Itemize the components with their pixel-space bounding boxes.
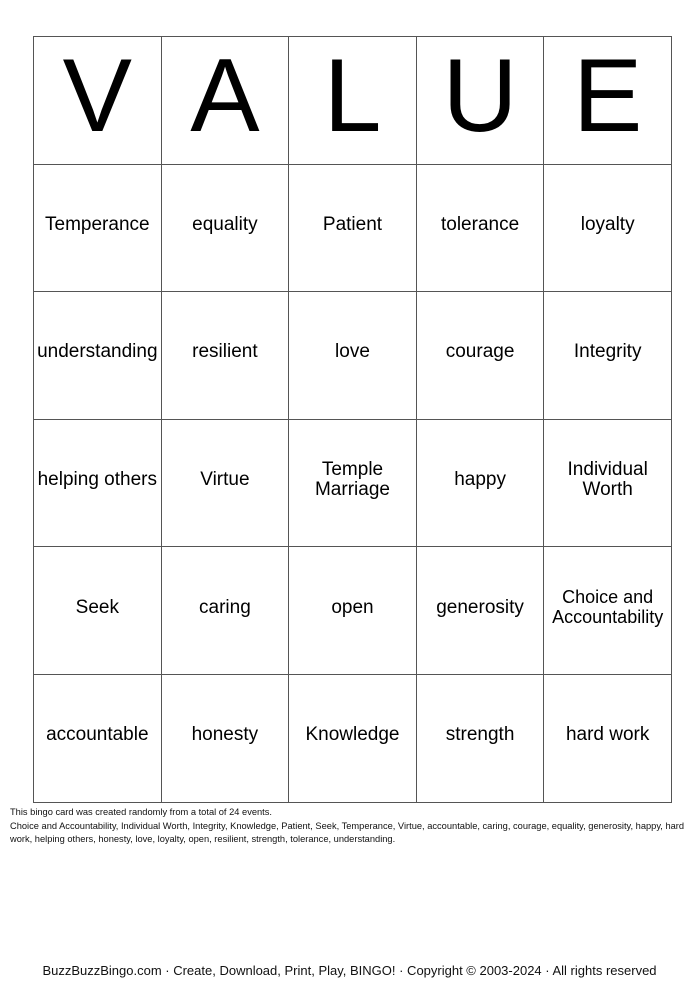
- card-info: [10, 806, 690, 847]
- cell-text: open: [331, 596, 374, 618]
- header-cell: [416, 37, 544, 165]
- card-row: [34, 674, 672, 802]
- card-row: [34, 292, 672, 420]
- header-letter: L: [323, 38, 382, 155]
- bingo-cell: [161, 419, 289, 547]
- info-event-list: Choice and Accountability, Individual Worth, Integrity, Knowledge, Patient, Seek, Temperance, Virtue, accountable, caring, courage, equality, generosity, happy, hard work, helping others, honesty, love, loyalty, open, resilient, strength, tolerance, understanding.: [10, 820, 685, 844]
- bingo-cell: [416, 547, 544, 675]
- cell-text: Patient: [322, 213, 383, 235]
- bingo-cell: [416, 419, 544, 547]
- bingo-cell: [289, 292, 417, 420]
- bingo-cell: [416, 164, 544, 292]
- cell-text: courage: [445, 341, 515, 363]
- bingo-cell: [161, 547, 289, 675]
- cell-text: hard work: [565, 724, 650, 746]
- bingo-cell: [289, 547, 417, 675]
- header-cell: [289, 37, 417, 165]
- cell-text: caring: [199, 596, 251, 618]
- bingo-cell: [34, 547, 162, 675]
- header-letter: V: [62, 38, 132, 155]
- cell-text: resilient: [192, 341, 258, 363]
- bingo-cell: [34, 674, 162, 802]
- card-row: [34, 547, 672, 675]
- cell-text: Virtue: [200, 469, 250, 491]
- cell-text: accountable: [46, 724, 149, 746]
- bingo-cell: [34, 419, 162, 547]
- cell-text: tolerance: [440, 213, 520, 235]
- header-cell: [161, 37, 289, 165]
- header-letter: U: [442, 38, 518, 155]
- bingo-cell: [544, 547, 672, 675]
- bingo-cell: [416, 292, 544, 420]
- cell-text: Individual Worth: [567, 459, 648, 501]
- header-letter: A: [190, 38, 260, 155]
- header-cell: [544, 37, 672, 165]
- header-row: [34, 37, 672, 165]
- bingo-cell: [161, 674, 289, 802]
- bingo-cell: [416, 674, 544, 802]
- bingo-cell: [544, 419, 672, 547]
- bingo-cell: [161, 164, 289, 292]
- bingo-cell: [34, 164, 162, 292]
- bingo-cell: [544, 674, 672, 802]
- cell-text: Knowledge: [305, 724, 400, 746]
- cell-text: Temperance: [45, 213, 150, 235]
- cell-text: Choice and Accountability: [552, 587, 664, 628]
- cell-text: Integrity: [573, 341, 642, 363]
- cell-text: happy: [454, 469, 506, 491]
- cell-text: equality: [192, 213, 258, 235]
- bingo-cell: [289, 419, 417, 547]
- bingo-cell: [544, 292, 672, 420]
- cell-text: loyalty: [580, 213, 635, 235]
- bingo-cell: [289, 674, 417, 802]
- footer-copyright: BuzzBuzzBingo.com · Create, Download, Print, Play, BINGO! · Copyright © 2003-2024 · All rights reserved: [42, 963, 657, 978]
- cell-text: understanding: [37, 341, 158, 363]
- header-cell: [34, 37, 162, 165]
- cell-text: Seek: [75, 596, 119, 618]
- cell-text: helping others: [37, 469, 157, 491]
- bingo-cell: [161, 292, 289, 420]
- bingo-card: [33, 36, 672, 803]
- cell-text: love: [335, 341, 370, 363]
- bingo-cell: [289, 164, 417, 292]
- card-row: [34, 164, 672, 292]
- bingo-cell: [34, 292, 162, 420]
- cell-text: strength: [445, 724, 515, 746]
- cell-text: honesty: [191, 724, 259, 746]
- header-letter: E: [572, 38, 643, 155]
- info-summary: This bingo card was created randomly from a total of 24 events.: [10, 807, 272, 817]
- bingo-cell: [544, 164, 672, 292]
- card-row: [34, 419, 672, 547]
- cell-text: generosity: [436, 596, 524, 618]
- cell-text: Temple Marriage: [314, 459, 390, 501]
